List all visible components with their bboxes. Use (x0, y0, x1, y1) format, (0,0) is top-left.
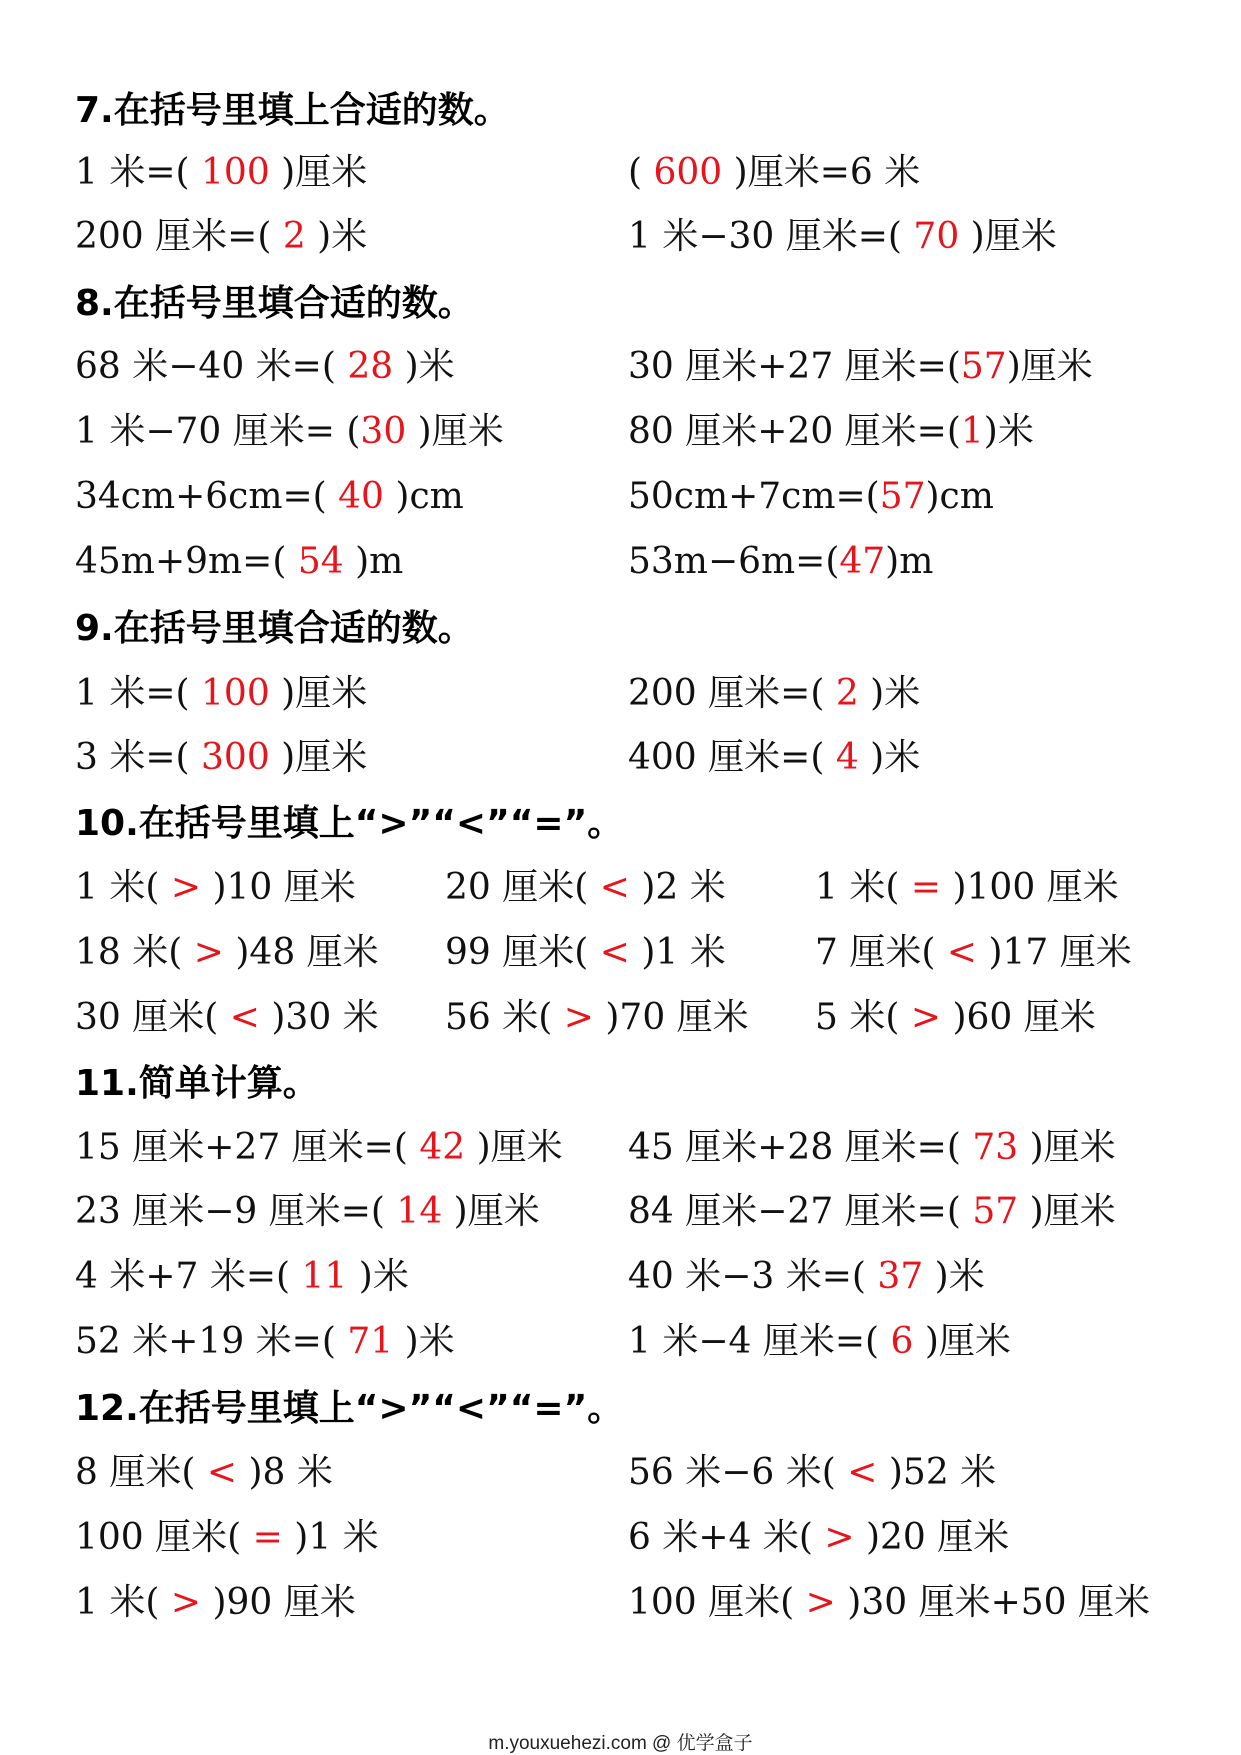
s12-problem-3: 100 厘米( = )1 米 (75, 1517, 379, 1558)
s10-problem-7: 30 厘米( < )30 米 (75, 997, 379, 1038)
s10-problem-6: 7 厘米( < )17 厘米 (815, 932, 1132, 973)
s11-problem-6: 40 米−3 米=( 37 )米 (628, 1256, 985, 1297)
s7-problem-1: 1 米=( 100 )厘米 (75, 152, 368, 193)
footer-watermark: m.youxuehezi.com @ 优学盒子 (488, 1733, 753, 1754)
s10-problem-4: 18 米( > )48 厘米 (75, 932, 379, 973)
section-10-title: 10.在括号里填上“>”“<”“=”。 (75, 803, 624, 844)
s11-problem-7: 52 米+19 米=( 71 )米 (75, 1321, 455, 1362)
s11-problem-3: 23 厘米−9 厘米=( 14 )厘米 (75, 1191, 540, 1232)
s11-problem-5: 4 米+7 米=( 11 )米 (75, 1256, 409, 1297)
s10-problem-5: 99 厘米( < )1 米 (445, 932, 726, 973)
s12-problem-1: 8 厘米( < )8 米 (75, 1452, 333, 1493)
section-9-title: 9.在括号里填合适的数。 (75, 608, 474, 649)
section-8-title: 8.在括号里填合适的数。 (75, 283, 474, 324)
s8-problem-6: 50cm+7cm=(57)cm (628, 476, 994, 517)
s12-problem-4: 6 米+4 米( > )20 厘米 (628, 1517, 1010, 1558)
s11-problem-4: 84 厘米−27 厘米=( 57 )厘米 (628, 1191, 1116, 1232)
s11-problem-1: 15 厘米+27 厘米=( 42 )厘米 (75, 1127, 563, 1168)
s8-problem-7: 45m+9m=( 54 )m (75, 541, 404, 582)
s10-problem-3: 1 米( = )100 厘米 (815, 867, 1119, 908)
s11-problem-8: 1 米−4 厘米=( 6 )厘米 (628, 1321, 1011, 1362)
s12-problem-6: 100 厘米( > )30 厘米+50 厘米 (628, 1582, 1150, 1623)
s10-problem-2: 20 厘米( < )2 米 (445, 867, 726, 908)
s8-problem-5: 34cm+6cm=( 40 )cm (75, 476, 464, 517)
s10-problem-8: 56 米( > )70 厘米 (445, 997, 749, 1038)
s8-problem-8: 53m−6m=(47)m (628, 541, 934, 582)
s10-problem-1: 1 米( > )10 厘米 (75, 867, 356, 908)
s8-problem-3: 1 米−70 厘米= (30 )厘米 (75, 411, 504, 452)
s7-problem-3: 200 厘米=( 2 )米 (75, 216, 368, 257)
s10-problem-9: 5 米( > )60 厘米 (815, 997, 1096, 1038)
s7-problem-4: 1 米−30 厘米=( 70 )厘米 (628, 216, 1057, 257)
s7-problem-2: ( 600 )厘米=6 米 (628, 152, 921, 193)
s8-problem-1: 68 米−40 米=( 28 )米 (75, 346, 455, 387)
s11-problem-2: 45 厘米+28 厘米=( 73 )厘米 (628, 1127, 1116, 1168)
s12-problem-2: 56 米−6 米( < )52 米 (628, 1452, 997, 1493)
section-11-title: 11.简单计算。 (75, 1063, 319, 1104)
s8-problem-2: 30 厘米+27 厘米=(57)厘米 (628, 346, 1093, 387)
s9-problem-2: 200 厘米=( 2 )米 (628, 673, 921, 714)
s9-problem-4: 400 厘米=( 4 )米 (628, 737, 921, 778)
s9-problem-1: 1 米=( 100 )厘米 (75, 673, 368, 714)
section-12-title: 12.在括号里填上“>”“<”“=”。 (75, 1388, 624, 1429)
s8-problem-4: 80 厘米+20 厘米=(1)米 (628, 411, 1034, 452)
section-7-title: 7.在括号里填上合适的数。 (75, 90, 510, 131)
s9-problem-3: 3 米=( 300 )厘米 (75, 737, 368, 778)
s12-problem-5: 1 米( > )90 厘米 (75, 1582, 356, 1623)
